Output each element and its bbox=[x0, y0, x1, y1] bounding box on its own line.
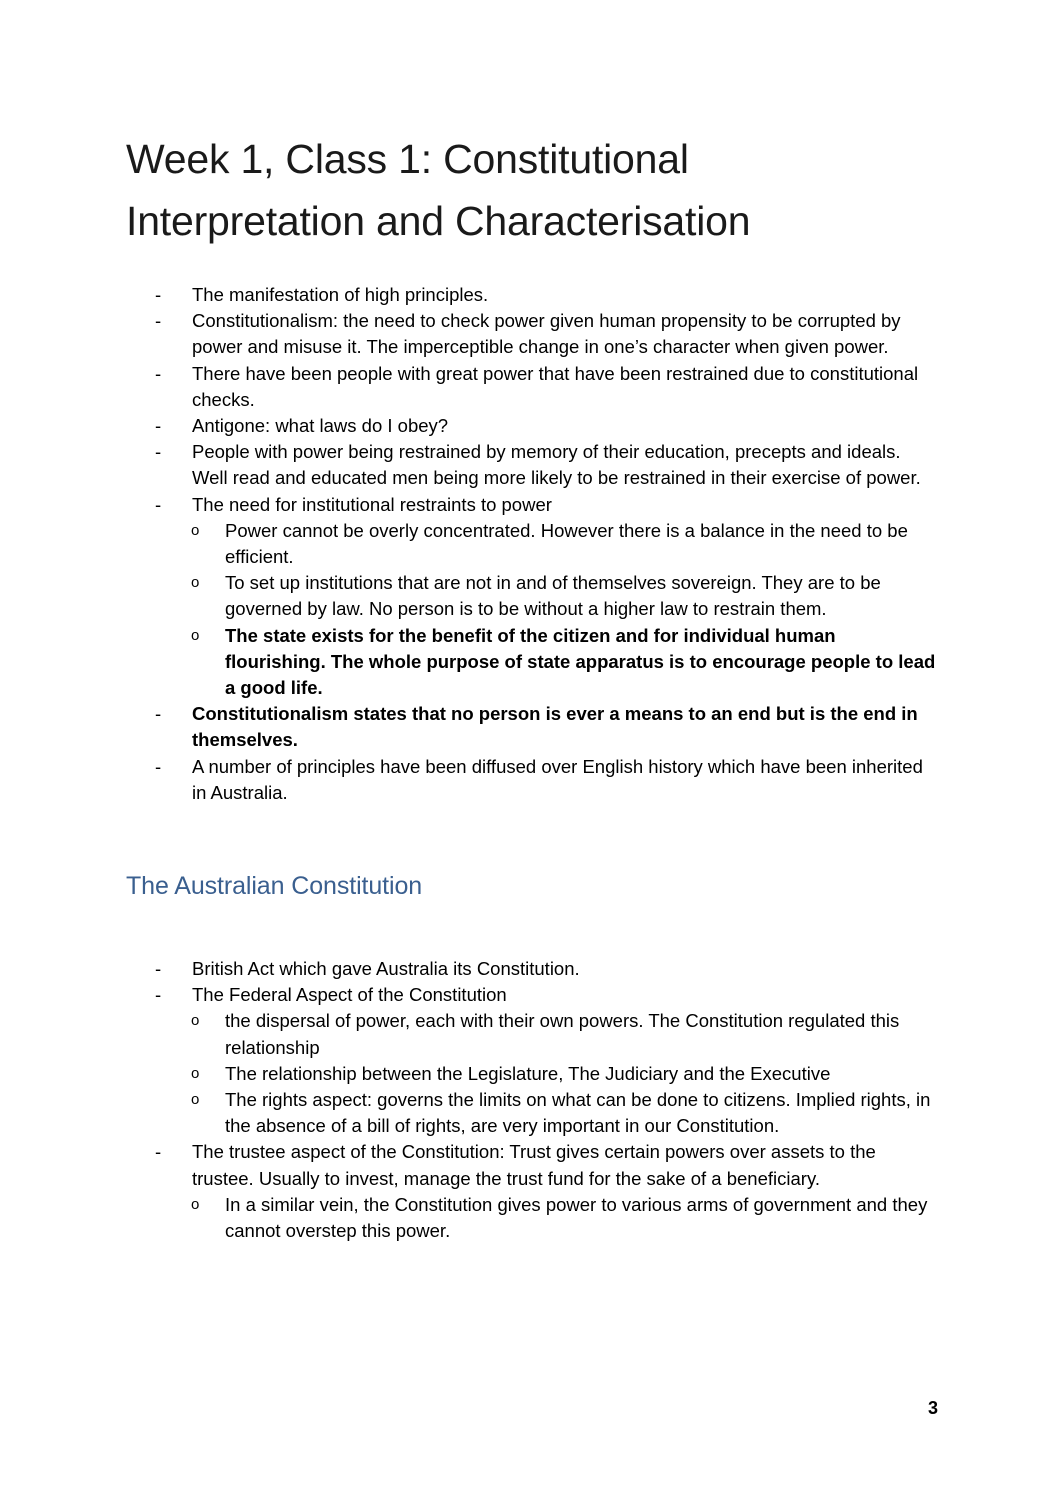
bullet-circle-icon: o bbox=[191, 1012, 200, 1030]
list-item bbox=[126, 308, 938, 360]
bullet-circle-icon: o bbox=[191, 521, 200, 539]
sub-bullet-list bbox=[126, 518, 938, 701]
sub-list-item bbox=[162, 623, 938, 702]
sub-list-item-text: The relationship between the Legislature, The Judiciary and the Executive bbox=[225, 1062, 831, 1084]
sub-list-item-text: The rights aspect: governs the limits on what can be done to citizens. Implied rights, in the absence of a bill of rights, are very important in our Constitution. bbox=[225, 1089, 931, 1137]
list-item-text: Constitutionalism: the need to check power given human propensity to be corrupted by power and misuse it. The imperceptible change in one’s character when given power. bbox=[192, 310, 901, 358]
page-title: Week 1, Class 1: Constitutional Interpretation and Characterisation bbox=[126, 136, 751, 244]
bullet-list-intro bbox=[126, 282, 938, 806]
list-item bbox=[126, 982, 938, 1008]
sub-bullet-list bbox=[126, 1008, 938, 1139]
list-item-text: The trustee aspect of the Constitution: Trust gives certain powers over assets to the trustee. Usually to invest, manage the trust fund for the sake of a beneficiary. bbox=[192, 1141, 876, 1189]
bullet-dash-icon: - bbox=[155, 1141, 162, 1163]
bullet-dash-icon: - bbox=[155, 493, 162, 515]
list-item bbox=[126, 956, 938, 982]
bullet-dash-icon: - bbox=[155, 755, 162, 777]
bullet-dash-icon: - bbox=[155, 362, 162, 384]
sub-bullet-list bbox=[126, 1192, 938, 1244]
bullet-circle-icon: o bbox=[191, 1064, 200, 1082]
bullet-dash-icon: - bbox=[155, 310, 162, 332]
list-item bbox=[126, 701, 938, 753]
list-item bbox=[126, 492, 938, 518]
page-number: 3 bbox=[927, 1398, 938, 1418]
sub-list-item bbox=[162, 1008, 938, 1060]
sub-list-item bbox=[162, 1087, 938, 1139]
bullet-dash-icon: - bbox=[155, 958, 162, 980]
list-item-text: The manifestation of high principles. bbox=[192, 284, 489, 305]
bullet-circle-icon: o bbox=[191, 626, 200, 644]
list-item bbox=[126, 1139, 938, 1191]
sub-list-item-text: the dispersal of power, each with their own powers. The Constitution regulated this relationship bbox=[225, 1010, 900, 1058]
bullet-dash-icon: - bbox=[155, 441, 162, 463]
bullet-dash-icon: - bbox=[155, 284, 162, 305]
bullet-dash-icon: - bbox=[155, 984, 162, 1006]
sub-list-item-text: Power cannot be overly concentrated. However there is a balance in the need to be efficient. bbox=[225, 519, 908, 568]
list-item-text: The Federal Aspect of the Constitution bbox=[192, 984, 507, 1006]
sub-list-item-text: The state exists for the benefit of the citizen and for individual human flourishing. The whole purpose of state apparatus is to encourage people to lead a good life. bbox=[225, 624, 936, 699]
spacer-list-heading bbox=[126, 806, 938, 870]
spacer-title-list bbox=[126, 252, 938, 282]
section-heading-australian-constitution: The Australian Constitution bbox=[126, 872, 423, 901]
spacer-heading-list bbox=[126, 902, 938, 956]
sub-list-item-text: To set up institutions that are not in and of themselves sovereign. They are to be governed by law. No person is to be without a higher law to restrain them. bbox=[225, 572, 881, 620]
list-item-text: Constitutionalism states that no person is ever a means to an end but is the end in themselves. bbox=[192, 703, 918, 751]
bullet-circle-icon: o bbox=[191, 1091, 200, 1109]
bullet-circle-icon: o bbox=[191, 574, 200, 592]
list-item-text: British Act which gave Australia its Constitution. bbox=[192, 958, 580, 980]
list-item-text: The need for institutional restraints to power bbox=[192, 493, 552, 515]
bullet-dash-icon: - bbox=[155, 415, 162, 437]
sub-list-item bbox=[162, 570, 938, 622]
bullet-list-australian-constitution bbox=[126, 956, 938, 1244]
list-item-text: People with power being restrained by memory of their education, precepts and ideals. Well read and educated men being more likely to be restrained in their exercise of power. bbox=[192, 441, 921, 489]
list-item bbox=[126, 413, 938, 439]
sub-list-item bbox=[162, 518, 938, 570]
list-item bbox=[126, 754, 938, 806]
list-item bbox=[126, 282, 938, 308]
list-item bbox=[126, 439, 938, 491]
list-item-text: There have been people with great power that have been restrained due to constitutional checks. bbox=[192, 362, 919, 410]
bullet-dash-icon: - bbox=[155, 703, 162, 725]
sub-list-item-text: In a similar vein, the Constitution gives power to various arms of government and they cannot overstep this power. bbox=[225, 1193, 928, 1242]
page-content bbox=[126, 0, 938, 1244]
sub-list-item bbox=[162, 1061, 938, 1087]
sub-list-item bbox=[162, 1192, 938, 1244]
bullet-circle-icon: o bbox=[191, 1195, 200, 1213]
list-item bbox=[126, 361, 938, 413]
list-item-text: Antigone: what laws do I obey? bbox=[192, 415, 449, 437]
list-item-text: A number of principles have been diffused over English history which have been inherited in Australia. bbox=[192, 755, 923, 803]
